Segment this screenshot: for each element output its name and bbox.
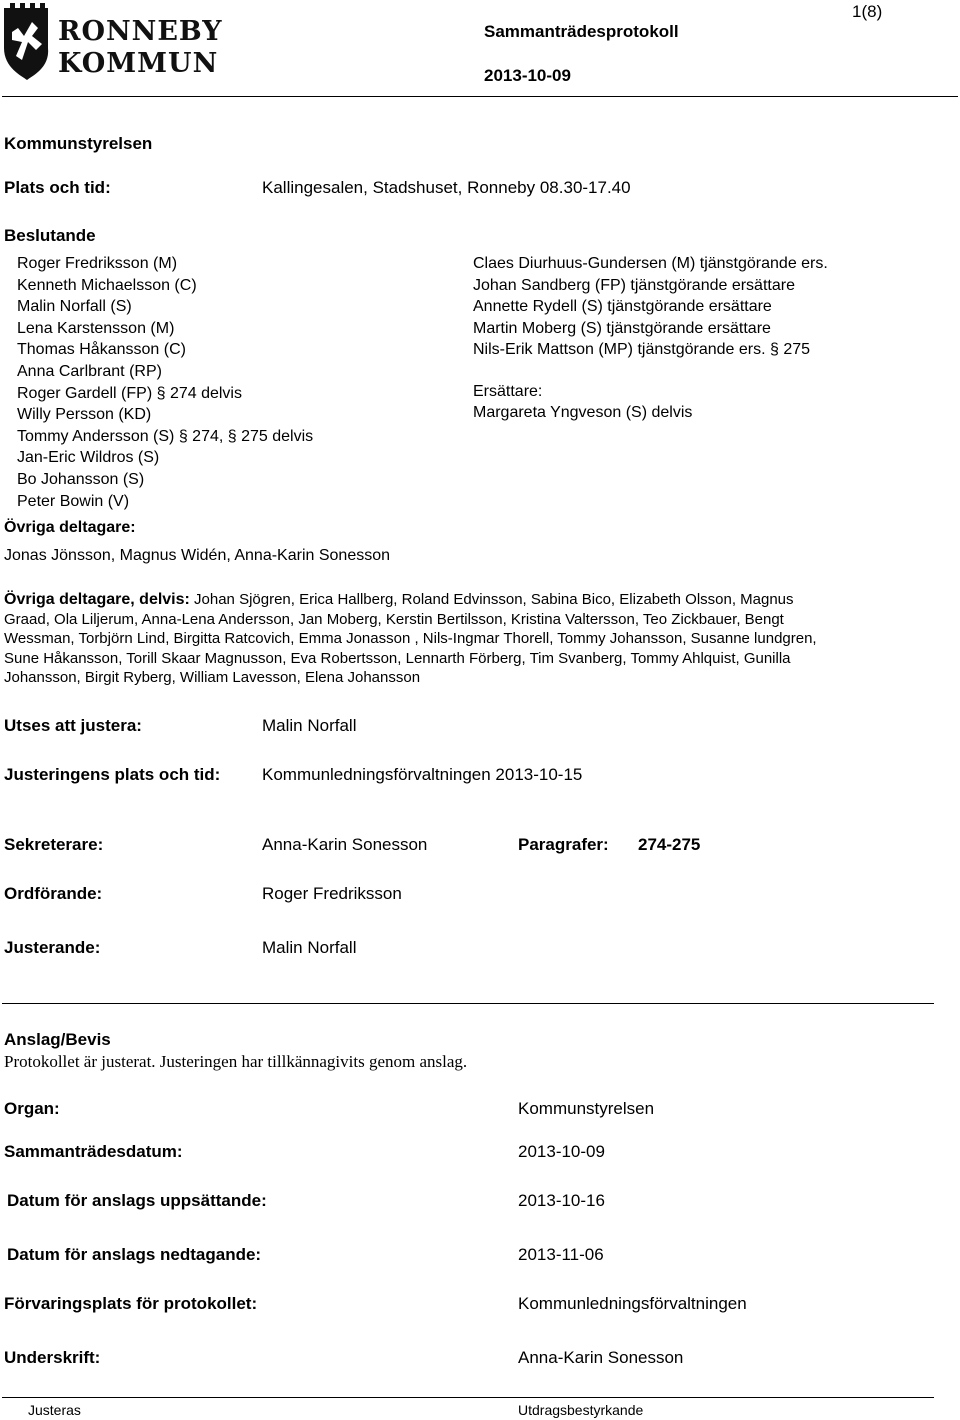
- member-item: Johan Sandberg (FP) tjänstgörande ersättare: [473, 276, 795, 294]
- sekreterare-value: Anna-Karin Sonesson: [262, 835, 428, 854]
- ovriga-delvis-line: Johansson, Birgit Ryberg, William Lavesson, Elena Johansson: [4, 669, 421, 686]
- justering-plats-value: Kommunledningsförvaltningen 2013-10-15: [262, 765, 583, 784]
- members-left-list: [17, 253, 313, 512]
- paragrafer-value: 274-275: [638, 835, 701, 854]
- nedtagande-label: Datum för anslags nedtagande:: [7, 1245, 262, 1264]
- sammantradesdatum-value: 2013-10-09: [518, 1142, 605, 1161]
- member-item: Bo Johansson (S): [17, 470, 145, 488]
- ovriga-delvis-line: Johan Sjögren, Erica Hallberg, Roland Edvinsson, Sabina Bico, Elizabeth Olsson, Magnus: [189, 591, 794, 608]
- member-item: Thomas Håkansson (C): [17, 341, 186, 359]
- organ-value: Kommunstyrelsen: [518, 1099, 655, 1118]
- member-item: Martin Moberg (S) tjänstgörande ersättare: [473, 319, 771, 337]
- ovriga-delvis-line: Sune Håkansson, Torill Skaar Magnusson, Eva Robertsson, Lennarth Förberg, Tim Svanberg, Tommy Ahlquist, Gunilla: [4, 649, 791, 667]
- nedtagande-value: 2013-11-06: [518, 1245, 604, 1264]
- member-item: Kenneth Michaelsson (C): [17, 276, 197, 294]
- ovriga-delvis-label: Övriga deltagare, delvis:: [4, 591, 190, 608]
- logo: [2, 2, 223, 86]
- justerande-value: Malin Norfall: [262, 938, 357, 957]
- underskrift-label: Underskrift:: [4, 1348, 101, 1367]
- member-item: Anna Carlbrant (RP): [17, 362, 162, 380]
- anslag-divider: [2, 1003, 934, 1004]
- logo-text-kommun: KOMMUN: [58, 48, 219, 79]
- uppsattande-value: 2013-10-16: [518, 1191, 605, 1210]
- page-number: 1(8): [852, 2, 883, 21]
- org-title: Kommunstyrelsen: [4, 134, 153, 153]
- logo-text-ronneby: RONNEBY: [58, 16, 223, 47]
- ovriga-label: Övriga deltagare:: [4, 519, 136, 536]
- header-date: 2013-10-09: [484, 66, 571, 85]
- ovriga-value: Jonas Jönsson, Magnus Widén, Anna-Karin Sonesson: [4, 547, 391, 564]
- member-item: Willy Persson (KD): [17, 406, 152, 424]
- forvaringsplats-value: Kommunledningsförvaltningen: [518, 1294, 747, 1313]
- member-item: Peter Bowin (V): [17, 492, 130, 510]
- paragrafer-label: Paragrafer:: [518, 835, 609, 854]
- member-item: Nils-Erik Mattson (MP) tjänstgörande ers. § 275: [473, 341, 811, 359]
- justering-plats-label: Justeringens plats och tid:: [4, 765, 221, 784]
- member-item: Claes Diurhuus-Gundersen (M) tjänstgörande ers.: [473, 255, 828, 272]
- sammantradesdatum-label: Sammanträdesdatum:: [4, 1142, 183, 1161]
- beslutande-label: Beslutande: [4, 226, 96, 245]
- footer-utdragsbestyrkande: Utdragsbestyrkande: [518, 1402, 644, 1418]
- ersattare-label: Ersättare:: [473, 383, 543, 400]
- ovriga-delvis-block: [4, 590, 954, 688]
- member-item: Jan-Eric Wildros (S): [17, 449, 160, 467]
- place-label: Plats och tid:: [4, 178, 111, 197]
- sekreterare-label: Sekreterare:: [4, 835, 104, 854]
- ovriga-delvis-line: Graad, Ola Liljerum, Anna-Lena Andersson, Jan Moberg, Kerstin Bertilsson, Kristina Valtersson, Teo Zickbauer, Bengt: [4, 610, 784, 628]
- utses-value: Malin Norfall: [262, 716, 357, 735]
- footer-divider: [2, 1397, 934, 1398]
- doc-title: Sammanträdesprotokoll: [484, 22, 679, 41]
- members-right-list: [473, 253, 828, 361]
- ronneby-crest-icon: [2, 2, 52, 82]
- ovriga-delvis-line: Wessman, Torbjörn Lind, Birgitta Ratcovich, Emma Jonasson , Nils-Ingmar Thorell, Tommy Johansson, Susanne lundgren,: [4, 630, 817, 647]
- anslag-title: Anslag/Bevis: [4, 1030, 111, 1049]
- member-item: Annette Rydell (S) tjänstgörande ersättare: [473, 298, 772, 316]
- underskrift-value: Anna-Karin Sonesson: [518, 1348, 684, 1367]
- place-value: Kallingesalen, Stadshuset, Ronneby 08.30-17.40: [262, 178, 631, 197]
- anslag-text: Protokollet är justerat. Justeringen har tillkännagivits genom anslag.: [4, 1052, 468, 1071]
- ersattare-value: Margareta Yngveson (S) delvis: [473, 404, 693, 421]
- member-item: Roger Gardell (FP) § 274 delvis: [17, 384, 242, 402]
- member-item: Lena Karstensson (M): [17, 319, 175, 337]
- ordforande-label: Ordförande:: [4, 884, 103, 903]
- member-item: Tommy Andersson (S) § 274, § 275 delvis: [17, 427, 314, 445]
- justerande-label: Justerande:: [4, 938, 101, 957]
- utses-label: Utses att justera:: [4, 716, 142, 735]
- footer-justeras: Justeras: [28, 1402, 81, 1418]
- header-divider: [2, 96, 958, 97]
- member-item: Malin Norfall (S): [17, 298, 132, 316]
- member-item: Roger Fredriksson (M): [17, 255, 178, 272]
- organ-label: Organ:: [4, 1099, 60, 1118]
- ordforande-value: Roger Fredriksson: [262, 884, 402, 903]
- forvaringsplats-label: Förvaringsplats för protokollet:: [4, 1294, 258, 1313]
- uppsattande-label: Datum för anslags uppsättande:: [7, 1191, 267, 1210]
